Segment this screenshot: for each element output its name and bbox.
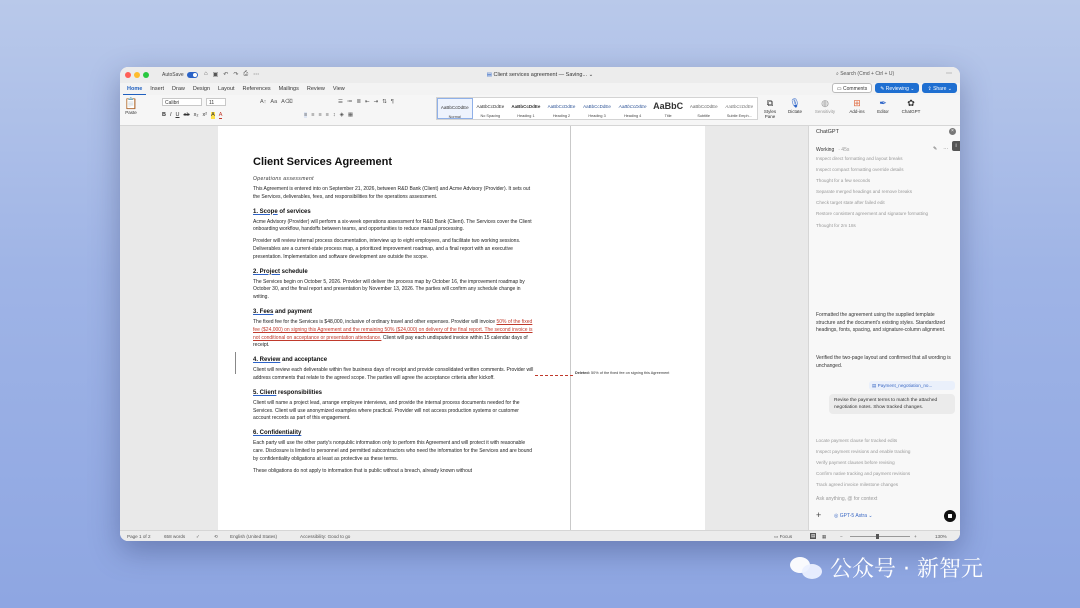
status-bar (120, 530, 960, 541)
list-item: Thought for 2m 18s (816, 222, 856, 228)
attachment-chip[interactable]: ▤ Payment_negotiation_no... (869, 381, 955, 390)
word-window (120, 67, 960, 541)
tab-layout[interactable]: Layout (218, 86, 235, 92)
section-heading: 4. Review and acceptance (253, 357, 328, 364)
style-subtle-emphasis[interactable]: AaBbCcDdEe Subtle Emph... (725, 104, 754, 118)
paragraph: Client will name a project lead, arrange employee interviews, and provide the internal process documents needed for the Services. Client will use anonymized examples where practical. Provider will not access production systems or customer account records as part of this engagement. (253, 399, 520, 422)
decrease-indent-icon[interactable]: ⇤ (365, 99, 370, 105)
pencil-icon: ✎ (880, 86, 886, 92)
assistant-verification: Verified the two-page layout and confirmed that all wording is unchanged. (816, 355, 951, 369)
superscript-button[interactable]: x² (202, 112, 208, 118)
microphone-icon: 🎙 (789, 98, 801, 108)
page-title: Client Services Agreement (253, 156, 392, 168)
highlight-button[interactable]: A (211, 112, 215, 118)
chat-composer-bar (816, 510, 956, 524)
tab-view[interactable]: View (332, 86, 345, 92)
tab-insert[interactable]: Insert (150, 86, 165, 92)
ribbon-actions (832, 83, 957, 93)
align-right-icon[interactable]: ≡ (318, 112, 322, 118)
style-normal[interactable]: AaBbCcDdEe Normal (437, 98, 473, 119)
section-heading: 6. Confidentiality (253, 430, 302, 437)
strikethrough-button[interactable]: ab (183, 112, 190, 118)
reviewing-button[interactable]: ✎ Reviewing ⌄ (875, 83, 919, 93)
underline-button[interactable]: U (175, 112, 180, 118)
section-heading: 2. Project schedule (253, 268, 308, 275)
bullets-icon[interactable]: ☰ (338, 99, 343, 105)
zoom-slider-thumb[interactable] (876, 534, 879, 539)
info-icon[interactable]: i (952, 141, 960, 151)
home-icon[interactable]: ⌂ (204, 71, 208, 77)
track-changes-icon[interactable]: ⟲ (214, 534, 218, 539)
style-heading-1[interactable]: AaBbCcDdEe Heading 1 (511, 104, 541, 118)
reasoning-steps-2 (816, 438, 951, 493)
language-status[interactable]: English (United States) (230, 534, 277, 539)
chat-input[interactable]: Ask anything, @ for context (816, 496, 878, 502)
proofing-icon[interactable]: ✓ (196, 534, 200, 539)
paragraph-tools-row1 (338, 99, 394, 105)
print-icon[interactable]: ⎙ (243, 71, 249, 77)
chat-panel-title: ChatGPT (816, 129, 839, 135)
comment-icon: ▭ (836, 86, 844, 92)
numbering-icon[interactable]: ≔ (346, 99, 353, 105)
print-layout-icon[interactable]: ▤ (811, 533, 816, 538)
fees-paragraph: The fixed fee for the Services is $48,000, inclusive of ordinary travel and other expenses. Provider will invoice 50% of the fixed fee ($24,000) on signing this Agreement and the remaining 50% ($24,000) on delivery of the final report. The second invoice is not conditional on acceptance or presentation attendance. Client will pay each undisputed invoice within 15 calendar days of receipt. (253, 318, 533, 349)
font-size-tools (260, 99, 293, 105)
tab-review[interactable]: Review (306, 86, 325, 92)
justify-icon[interactable]: ≡ (325, 112, 329, 118)
comments-button[interactable]: ▭ Comments (832, 83, 872, 93)
focus-icon: ▭ (774, 534, 780, 539)
more-icon[interactable]: ⋯ (943, 146, 949, 152)
stop-button[interactable] (944, 510, 956, 522)
markup-area-border (570, 126, 571, 530)
align-left-icon[interactable]: ≡ (304, 112, 308, 118)
editor-icon: ✒ (879, 98, 887, 108)
comment-leader-line (535, 375, 573, 376)
search-icon: ⌕ (836, 71, 841, 77)
styles-pane-icon: ⧉ (766, 98, 774, 108)
save-icon[interactable]: ▣ (212, 72, 219, 78)
document-icon: ▤ (486, 72, 494, 78)
intro-paragraph: This Agreement is entered into on September 21, 2026, between R&D Bank (Client) and Acme Advisory (Provider). It sets out the Services, deliverables, fees, and responsibilities for the operations assessment. (253, 186, 531, 200)
title-bar (120, 67, 960, 83)
close-icon[interactable]: × (949, 128, 956, 135)
subscript-button[interactable]: x₂ (193, 112, 199, 118)
list-item: Locate payment clause for tracked edits (816, 438, 898, 443)
multilevel-icon[interactable]: ≣ (356, 99, 362, 105)
style-heading-4[interactable]: AaBbCcDdEe Heading 4 (618, 104, 647, 118)
style-heading-2[interactable]: AaBbCcDdEe Heading 2 (547, 104, 576, 118)
paragraph: Acme Advisory (Provider) will perform a six-week operations assessment for R&D Bank (Client). The Services cover the Client onboarding workflow, handoffs between teams, and opportunities to reduce manual processing. (253, 218, 532, 233)
page-count[interactable]: Page 1 of 2 (127, 534, 151, 539)
plus-icon[interactable]: + (816, 510, 822, 520)
paragraph-tools-row2 (304, 112, 353, 118)
autosave-label: AutoSave (162, 72, 184, 78)
model-selector[interactable]: ◎ GPT-5 Astra ⌄ (834, 513, 873, 519)
grow-font-icon[interactable]: A↑ (260, 99, 267, 105)
increase-indent-icon[interactable]: ⇥ (373, 99, 379, 105)
list-item: Verify payment clauses before revising (816, 460, 895, 466)
document-title: ▤ Client services agreement — Saving... ⌄ (486, 72, 594, 78)
edit-icon[interactable]: ✎ (933, 146, 938, 152)
model-icon: ◎ (834, 513, 840, 519)
zoom-out-icon[interactable]: − (840, 534, 843, 539)
reasoning-steps (816, 156, 951, 234)
sensitivity-button[interactable]: ◍ Sensitivity (814, 98, 836, 114)
tab-home[interactable]: Home (123, 83, 146, 95)
file-icon: ▤ (872, 383, 878, 388)
tracked-deletion-balloon[interactable]: Deleted: 50% of the fixed fee on signing this Agreement (575, 371, 670, 375)
list-item: Restore consistent agreement and signature formatting (816, 211, 929, 217)
list-item: Thought for a few seconds (816, 178, 871, 184)
style-heading-3[interactable]: AaBbCcDdEe Heading 3 (583, 104, 611, 118)
zoom-in-icon[interactable]: + (914, 534, 917, 539)
addins-icon: ⊞ (853, 98, 861, 108)
tab-references[interactable]: References (242, 86, 271, 92)
paragraph: These obligations do not apply to information that is public without a breach, already known without (253, 467, 473, 474)
user-message: Revise the payment terms to match the attached negotiation notes. Show tracked changes. (829, 394, 955, 414)
list-item: Confirm native tracking and payment revisions (816, 471, 911, 477)
share-button[interactable]: ⇪ Share ⌄ (922, 83, 957, 93)
styles-gallery (436, 97, 758, 120)
tab-mailings[interactable]: Mailings (278, 86, 299, 92)
page-subtitle: Operations assessment (253, 176, 314, 182)
undo-icon[interactable]: ↶ (223, 72, 229, 78)
word-count[interactable]: 658 words (164, 534, 186, 539)
bold-button[interactable]: B (162, 112, 166, 118)
wechat-icon (790, 555, 824, 581)
ribbon-home (120, 95, 960, 126)
change-case-icon[interactable]: Aa (270, 99, 278, 105)
section-heading: 3. Fees and payment (253, 308, 313, 315)
assistant-summary: Formatted the agreement using the supplied template structure and the document's existing styles. Standardized headings, fonts, spacing, and signature-column alignment. (816, 312, 946, 334)
working-status: Working · 45s (816, 147, 850, 153)
font-format-row (162, 112, 222, 119)
chevron-down-icon[interactable]: ⌄ (587, 72, 594, 78)
list-item: Check target state after failed edit (816, 200, 885, 206)
italic-button[interactable]: I (169, 112, 172, 118)
chatgpt-button[interactable]: ✿ ChatGPT (901, 98, 921, 114)
dictate-button[interactable]: 🎙 Dictate (784, 98, 806, 114)
document-page[interactable] (218, 126, 705, 530)
font-name-select[interactable]: Calibri (162, 98, 202, 106)
pilcrow-icon[interactable]: ¶ (390, 99, 394, 105)
font-color-button[interactable]: A (218, 112, 223, 118)
paragraph: Each party will use the other party's nonpublic information only to perform this Agreement and will protect it with reasonable care. Disclosure is limited to personnel and permitted subcontractors who need the information for the Services and are bound by confidentiality obligations at least as protective as these terms. (253, 440, 533, 462)
wechat-watermark (790, 552, 983, 583)
focus-button[interactable]: ▭ Focus (774, 534, 793, 539)
more-options-icon[interactable]: ⋯ (946, 71, 952, 77)
tracked-change-text[interactable]: 50% of the fixed fee ($24,000) on signing this Agreement and the remaining 50% ($24,000) on delivery of the final report. The second invoice is not conditional on acceptance or presentation attendance. (253, 318, 533, 341)
zoom-level[interactable]: 130% (935, 534, 947, 539)
document-canvas (120, 126, 808, 530)
borders-icon[interactable]: ▦ (347, 112, 354, 118)
list-item: Inspect compact formatting override details (816, 167, 904, 173)
list-item: Inspect payment revisions and enable tracking (816, 449, 911, 455)
style-no-spacing[interactable]: AaBbCcDdEe No Spacing (476, 104, 505, 118)
chatgpt-icon: ✿ (907, 98, 915, 108)
watermark-text: 公众号 · 新智元 (830, 557, 983, 582)
tab-draw[interactable]: Draw (172, 86, 185, 92)
more-icon[interactable]: ⋯ (253, 72, 260, 78)
change-bar (235, 352, 236, 374)
shading-icon[interactable]: ◈ (339, 112, 344, 118)
working-tools (933, 146, 948, 152)
align-center-icon[interactable]: ≡ (311, 112, 315, 118)
tab-design[interactable]: Design (192, 86, 211, 92)
zoom-slider[interactable] (850, 536, 910, 537)
page-content (253, 156, 535, 475)
search-box[interactable]: ⌕ Search (Cmd + Ctrl + U) (836, 71, 895, 77)
addins-button[interactable]: ⊞ Add-ins (846, 98, 868, 114)
paragraph: Provider will review internal process documentation, interview up to eight employees, and facilitate two working sessions. Deliverables are a current-state process map, a prioritized improvement roadmap, and a final report with an executive presentation. Implementation and software development are outside the scope. (253, 238, 521, 260)
editor-button[interactable]: ✒ Editor (872, 98, 894, 114)
web-layout-icon[interactable]: ▦ (822, 534, 827, 539)
section-heading: 5. Client responsibilities (253, 389, 323, 396)
list-item: Track agreed invoice milestone changes (816, 482, 899, 488)
font-size-select[interactable]: 11 (206, 98, 226, 106)
style-title[interactable]: AaBbC Title (653, 102, 684, 118)
sensitivity-icon: ◍ (821, 98, 829, 108)
clear-format-icon[interactable]: A⌫ (281, 99, 293, 105)
redo-icon[interactable]: ↷ (233, 72, 239, 78)
list-item: Inspect direct formatting and layout breaks (816, 156, 903, 161)
share-icon: ⇪ (927, 86, 934, 92)
style-subtitle[interactable]: AaBbCcDdEe Subtitle (689, 104, 718, 118)
paste-button[interactable]: 📋 Paste (124, 98, 138, 115)
styles-pane-button[interactable]: ⧉ Styles Pane (759, 98, 781, 119)
list-item: Separate merged headings and remove breaks (816, 189, 913, 195)
chatgpt-panel (808, 126, 960, 530)
paragraph: Client will review each deliverable within five business days of receipt and provide consolidated written comments. Provider will address comments that relate to the agreed scope. The parties will agree the acceptance criteria after kickoff. (253, 367, 534, 381)
clipboard-icon: 📋 (124, 98, 138, 110)
paragraph: The Services begin on October 5, 2026. Provider will deliver the process map by October 16, the improvement roadmap by October 30, and the final report and presentation by November 13, 2026. The parties will confirm any schedule change in writing. (253, 278, 525, 301)
sort-icon[interactable]: ⇅ (382, 99, 387, 105)
section-heading: 1. Scope of services (253, 208, 311, 215)
accessibility-status[interactable]: Accessibility: Good to go (300, 534, 351, 539)
line-spacing-icon[interactable]: ↕ (332, 112, 336, 118)
